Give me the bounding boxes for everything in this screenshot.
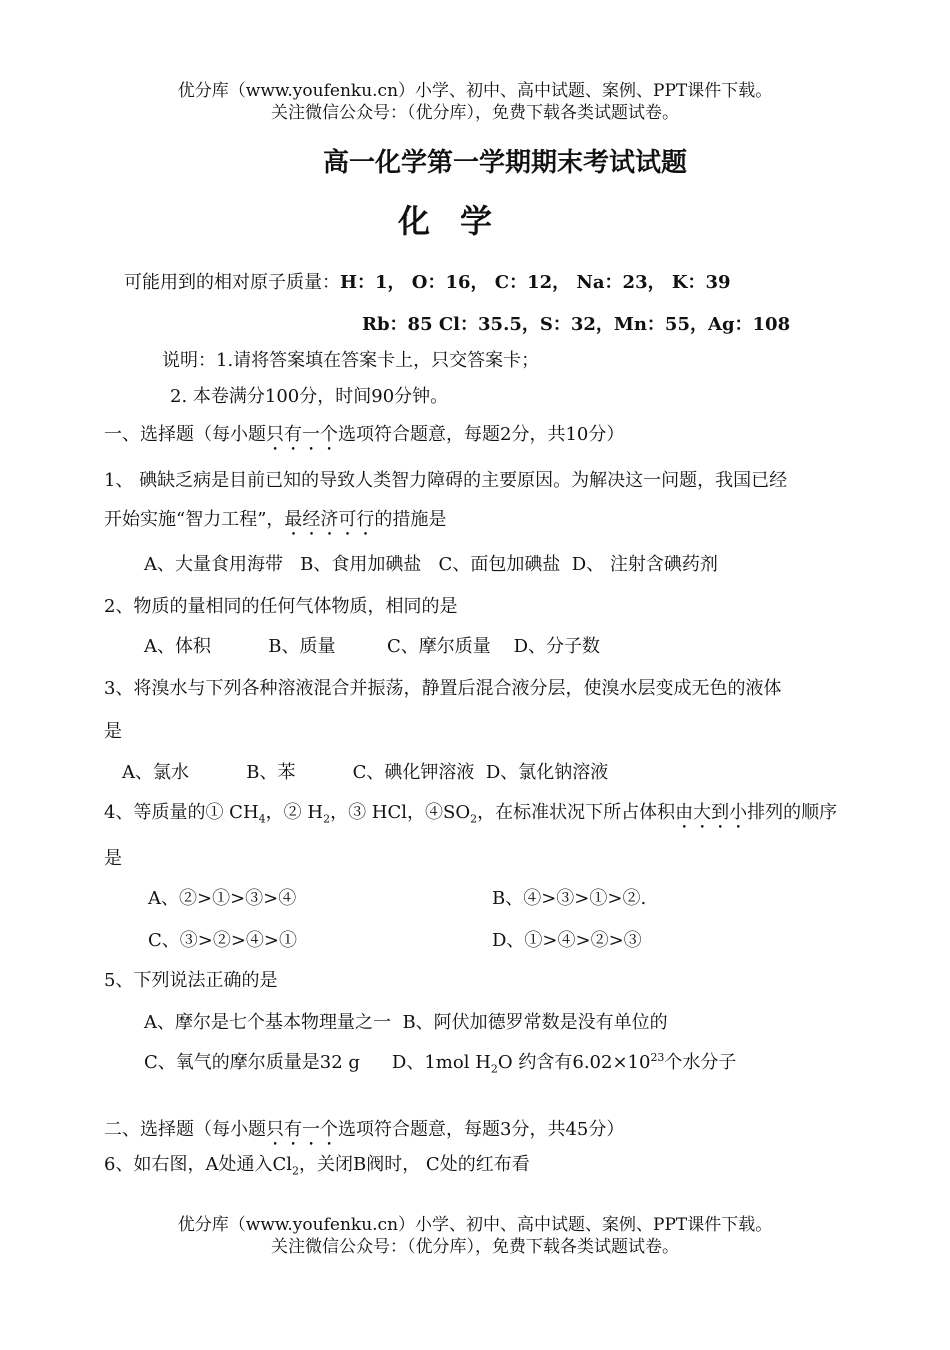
q5-option-d-sup: 23 [650,1051,665,1064]
q1-stem-line-2-pre: 开始实施“智力工程”， [104,509,285,530]
footer-line-1: 优分库（www.youfenku.cn）小学、初中、高中试题、案例、PPT课件下载。 [177,1215,773,1235]
q4-part-c: ，③ HCl，④SO [330,802,471,823]
q6-part-a: 6、如右图，A处通入Cl [104,1154,292,1175]
q5-option-d-sub: 2 [490,1062,498,1076]
note-1: 1.请将答案填在答案卡上，只交答案卡； [216,350,540,371]
q4-option-b: B、④>③>①>②. [492,888,647,909]
q1-options: A、大量食用海带 B、食用加碘盐 C、面包加碘盐 D、 注射含碘药剂 [144,554,718,575]
q3-options: A、氯水 B、苯 C、碘化钾溶液 D、氯化钠溶液 [122,762,609,783]
exam-title: 高一化学第一学期期末考试试题 [322,148,687,178]
footer-line-2: 关注微信公众号：（优分库），免费下载各类试题试卷。 [271,1237,679,1257]
exam-subject: 化学 [397,202,522,240]
header-line-2: 关注微信公众号：（优分库），免费下载各类试题试卷。 [271,103,679,123]
q5-options-cd [144,1048,736,1076]
section-1-emphasis: 只有一个 [266,424,338,445]
q5-option-d-c: 个水分子 [664,1052,737,1073]
q4-emphasis: 由大到小 [675,802,748,823]
q2-options: A、体积 B、质量 C、摩尔质量 D、分子数 [144,636,601,657]
q5-stem: 5、下列说法正确的是 [104,970,278,991]
header-line-1: 优分库（www.youfenku.cn）小学、初中、高中试题、案例、PPT课件下载。 [177,81,773,101]
note-label: 说明： [162,350,216,371]
q1-stem-line-2 [104,505,446,540]
q4-sub-4: 4 [258,812,266,826]
q2-stem: 2、物质的量相同的任何气体物质，相同的是 [104,596,458,617]
q6-sub: 2 [291,1164,299,1178]
q4-stem-line-2: 是 [104,848,122,869]
section-2-suffix: 选项符合题意，每题3分，共45分） [338,1119,625,1140]
q5-option-d-b: O 约含有6.02×10 [497,1052,651,1073]
q4-part-d: ，在标准状况下所占体积 [477,802,676,823]
q6-stem [104,1150,530,1178]
q5-options-ab: A、摩尔是七个基本物理量之一 B、阿伏加德罗常数是没有单位的 [144,1012,668,1033]
q1-emphasis: 最经济可行 [284,509,375,530]
q4-option-c: C、③>②>④>① [148,930,298,951]
section-1-suffix: 选项符合题意，每题2分，共10分） [338,424,625,445]
section-2-prefix: 二、选择题（每小题 [104,1119,266,1140]
atomic-mass-line-2: Rb：85 Cl：35.5，S：32，Mn：55，Ag：108 [362,314,791,335]
section-2-heading [104,1115,624,1150]
q1-stem-line-1: 1、 碘缺乏病是目前已知的导致人类智力障碍的主要原因。为解决这一问题，我国已经 [104,470,788,491]
q4-option-a: A、②>①>③>④ [148,888,297,909]
q5-option-c: C、氧气的摩尔质量是32 g [144,1052,360,1073]
note-line-1 [162,346,539,372]
q3-stem-line-2: 是 [104,721,122,742]
q4-part-b: ，② H [265,802,324,823]
atomic-mass-values-1: H：1， O：16， C：12， Na：23， K：39 [340,272,731,293]
q1-stem-line-2-post: 的措施是 [374,509,447,530]
section-2-emphasis: 只有一个 [266,1119,338,1140]
section-1-prefix: 一、选择题（每小题 [104,424,266,445]
atomic-mass-line-1 [124,268,731,294]
note-line-2: 2. 本卷满分100分，时间90分钟。 [170,386,449,407]
q4-part-e: 排列的顺序 [747,802,838,823]
atomic-mass-label: 可能用到的相对原子质量： [124,272,340,293]
q3-stem-line-1: 3、将溴水与下列各种溶液混合并振荡，静置后混合液分层，使溴水层变成无色的液体 [104,678,782,699]
q4-option-d: D、①>④>②>③ [492,930,642,951]
q6-part-b: ，关闭B阀时， C处的红布看 [298,1154,530,1175]
q4-stem-line-1 [104,798,837,833]
section-1-heading [104,420,624,455]
q4-part-a: 4、等质量的① CH [104,802,259,823]
q4-sub-2a: 2 [323,812,331,826]
q4-sub-2b: 2 [470,812,478,826]
q5-option-d-a: D、1mol H [391,1052,491,1073]
